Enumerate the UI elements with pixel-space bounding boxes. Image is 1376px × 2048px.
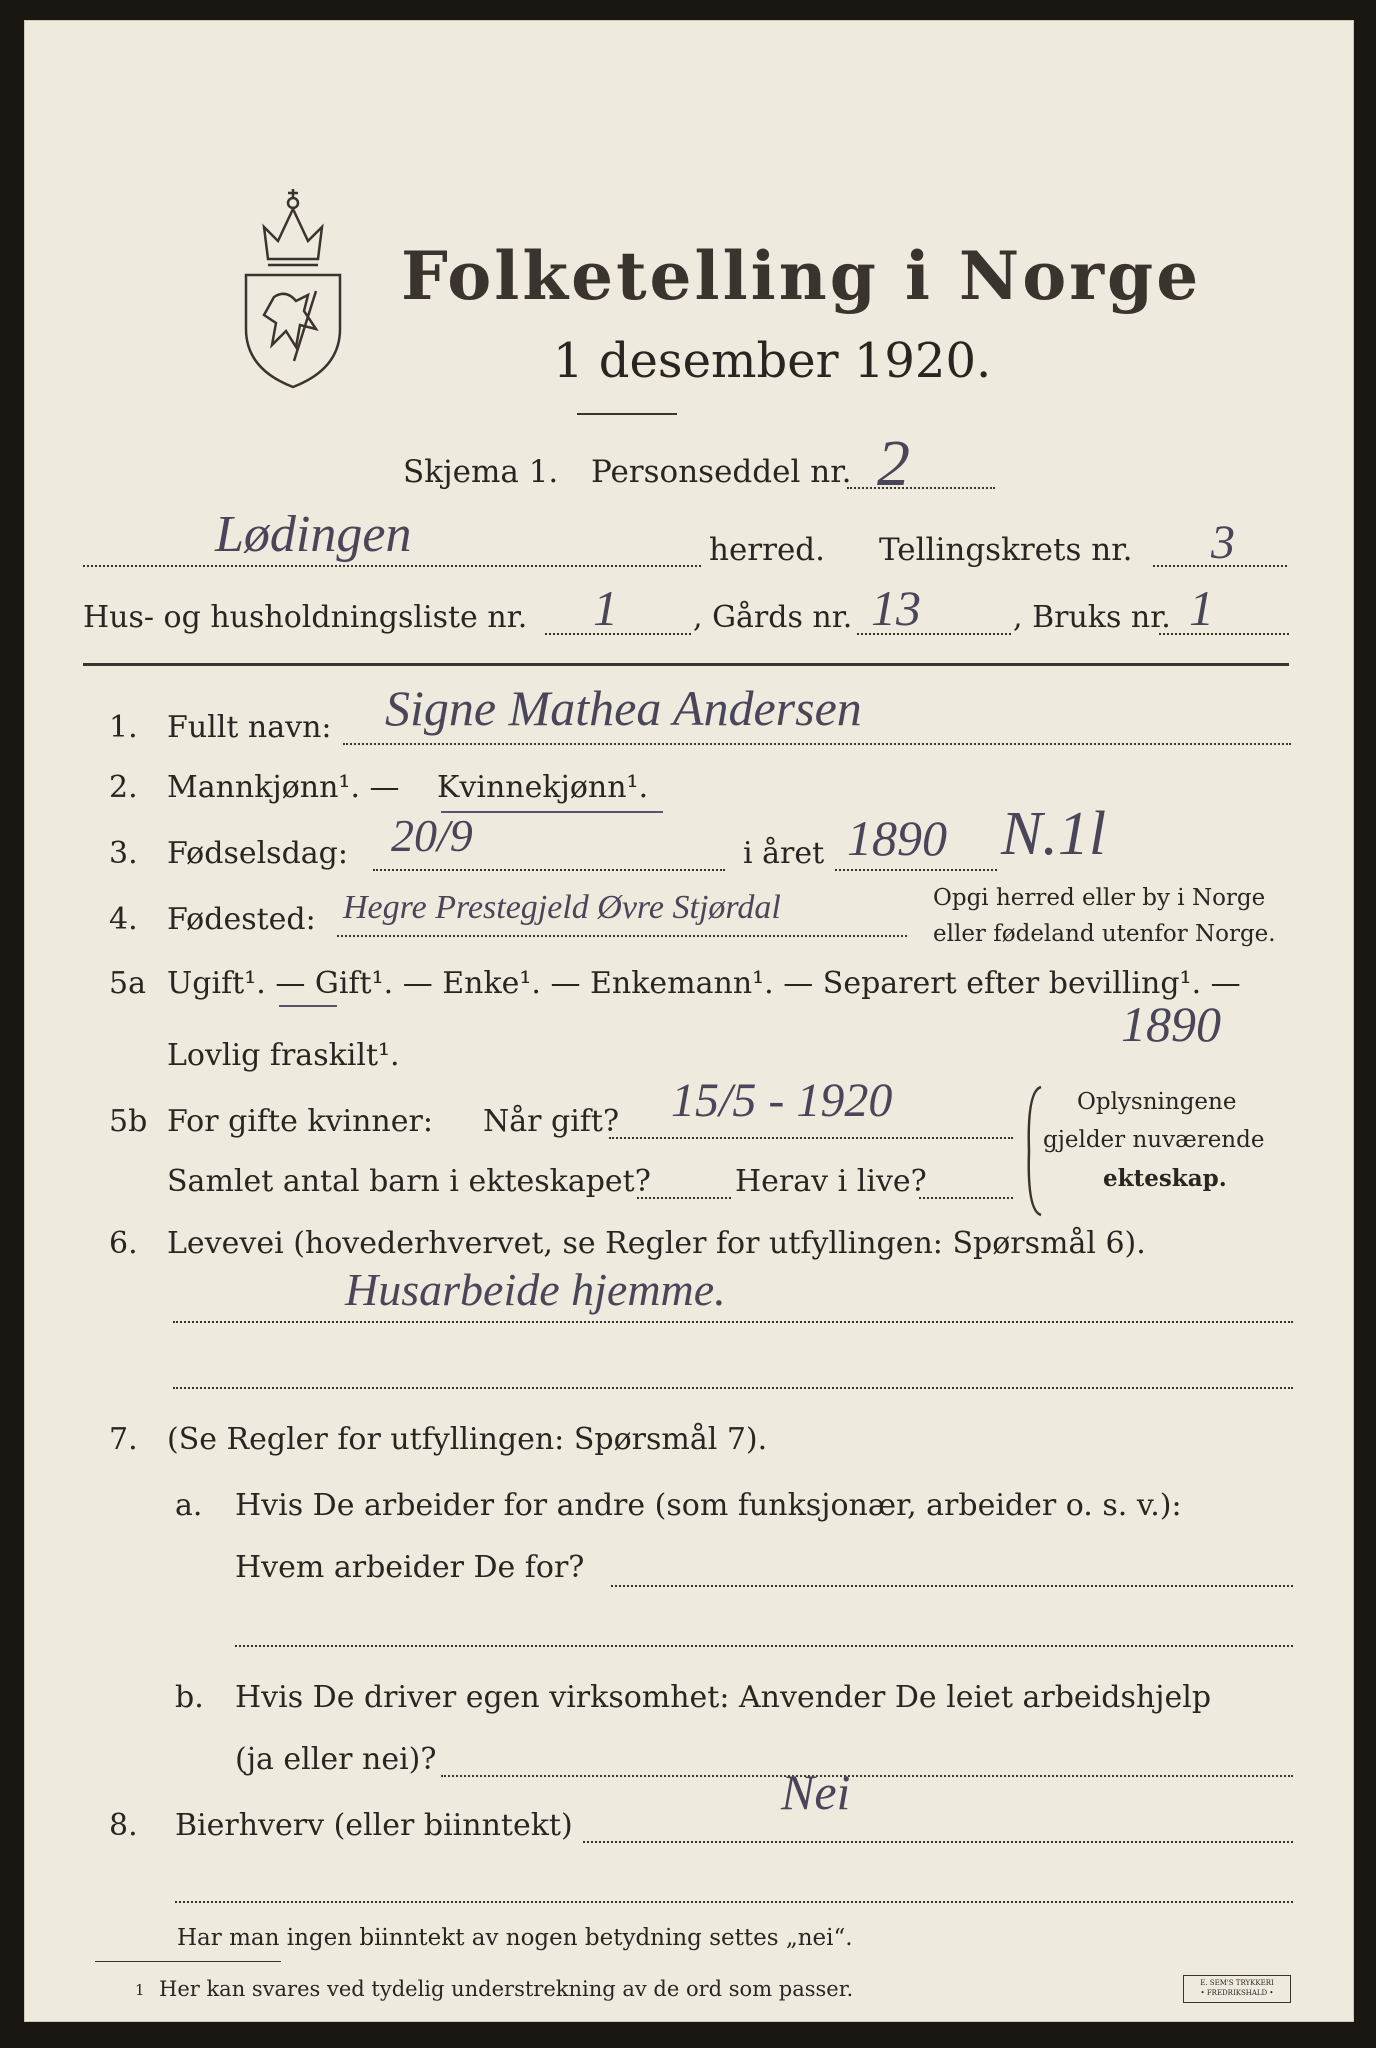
q7b-number: b. <box>175 1680 204 1715</box>
q4-line <box>337 935 907 937</box>
schema-label: Skjema 1. <box>403 454 559 490</box>
q6-label: Levevei (hovederhvervet, se Regler for utfyllingen: Spørsmål 6). <box>167 1226 1146 1261</box>
q4-number: 4. <box>109 902 138 937</box>
q5b-side-line3: ekteskap. <box>1103 1165 1227 1192</box>
q3-value[interactable]: 20/9 <box>391 810 473 861</box>
q4-value[interactable]: Hegre Prestegjeld Øvre Stjørdal <box>343 889 781 926</box>
q5b-live-label: Herav i live? <box>735 1164 927 1199</box>
gards-value[interactable]: 13 <box>871 580 921 636</box>
q3-year-value[interactable]: 1890 <box>847 810 947 866</box>
q5b-live-line <box>919 1197 1013 1199</box>
q5a-status-options[interactable]: Ugift¹. — Gift¹. — Enke¹. — Enkemann¹. — Separert efter bevilling¹. — <box>167 966 1241 1001</box>
q1-value[interactable]: Signe Mathea Andersen <box>385 680 862 736</box>
title-divider <box>577 413 677 415</box>
q5b-brace <box>1021 1083 1045 1219</box>
q1-label: Fullt navn: <box>167 710 332 745</box>
q6-line2 <box>173 1387 1293 1389</box>
footnote-divider <box>95 1961 281 1962</box>
q7a-line1: Hvis De arbeider for andre (som funksjonær, arbeider o. s. v.): <box>235 1488 1182 1523</box>
liste-line <box>545 633 691 635</box>
q8-number: 8. <box>109 1808 138 1843</box>
q3-extra-note[interactable]: N.1l <box>1001 800 1107 868</box>
q7b-line2: (ja eller nei)? <box>235 1742 437 1777</box>
q5b-side-line1: Oplysningene <box>1077 1089 1237 1115</box>
bruks-label: , Bruks nr. <box>1013 600 1171 635</box>
q3-year-label: i året <box>743 836 825 871</box>
q5b-gift-value[interactable]: 15/5 - 1920 <box>671 1074 893 1127</box>
q2-number: 2. <box>109 770 138 805</box>
q8-label: Bierhverv (eller biinntekt) <box>175 1808 573 1843</box>
herred-label: herred. <box>709 532 825 568</box>
bruks-line <box>1159 633 1289 635</box>
q6-line1 <box>173 1321 1293 1323</box>
q5a-gift-underline <box>279 1005 337 1007</box>
q5b-side-line2: gjelder nuværende <box>1043 1127 1265 1153</box>
q8-value[interactable]: Nei <box>781 1764 851 1820</box>
q4-label: Fødested: <box>167 902 316 937</box>
herred-line <box>83 565 701 567</box>
q3-line <box>373 869 725 871</box>
q7a-answer-line1 <box>611 1585 1293 1587</box>
liste-value[interactable]: 1 <box>593 580 618 636</box>
q1-line <box>343 743 1291 745</box>
personseddel-label: Personseddel nr. <box>591 454 852 490</box>
liste-label: Hus- og husholdningsliste nr. <box>83 600 528 635</box>
q7b-answer-line <box>441 1775 1293 1777</box>
q5b-number: 5b <box>109 1104 148 1139</box>
q3-number: 3. <box>109 836 138 871</box>
census-date: 1 desember 1920. <box>553 333 992 389</box>
q7-number: 7. <box>109 1422 138 1457</box>
q2-underline <box>441 811 663 813</box>
footnote-text: Her kan svares ved tydelig understrekning av de ord som passer. <box>159 1977 854 2001</box>
q1-number: 1. <box>109 710 138 745</box>
q8-note: Har man ingen biinntekt av nogen betydning settes „nei“. <box>177 1925 853 1951</box>
bruks-value[interactable]: 1 <box>1189 580 1214 636</box>
q7b-line1: Hvis De driver egen virksomhet: Anvender De leiet arbeidshjelp <box>235 1680 1212 1715</box>
tellingskrets-label: Tellingskrets nr. <box>879 532 1133 568</box>
gards-label: , Gårds nr. <box>693 600 853 635</box>
q8-line2 <box>175 1901 1293 1903</box>
q2-mannkjonn[interactable]: Mannkjønn¹. — <box>167 770 400 805</box>
printer-line1: E. SEM'S TRYKKERI <box>1200 1979 1274 1987</box>
printer-stamp <box>1183 1975 1291 2003</box>
q7a-number: a. <box>175 1488 203 1523</box>
q3-year-line <box>835 869 997 871</box>
tellingskrets-value[interactable]: 3 <box>1211 516 1235 569</box>
form-title: Folketelling i Norge <box>401 237 1202 315</box>
q7-label: (Se Regler for utfyllingen: Spørsmål 7). <box>167 1422 768 1457</box>
q5b-barn-label: Samlet antal barn i ekteskapet? <box>167 1164 651 1199</box>
q7a-line2: Hvem arbeider De for? <box>235 1550 585 1585</box>
q5a-fraskilt[interactable]: Lovlig fraskilt¹. <box>167 1038 400 1073</box>
personseddel-value[interactable]: 2 <box>877 427 910 500</box>
q5b-gift-line <box>609 1137 1013 1139</box>
q3-label: Fødselsdag: <box>167 836 348 871</box>
coat-of-arms-icon <box>234 179 352 391</box>
personseddel-line <box>847 487 995 489</box>
q6-number: 6. <box>109 1226 138 1261</box>
q5a-number: 5a <box>109 966 146 1001</box>
q7a-answer-line2 <box>235 1645 1293 1647</box>
census-form <box>24 20 1354 2022</box>
q5b-barn-line <box>637 1197 731 1199</box>
q2-kvinnekjonn[interactable]: Kvinnekjønn¹. <box>437 770 649 805</box>
q6-value[interactable]: Husarbeide hjemme. <box>345 1264 726 1315</box>
q5a-note[interactable]: 1890 <box>1121 996 1221 1052</box>
header-divider <box>83 663 1289 666</box>
q5b-gift-label: Når gift? <box>483 1104 620 1139</box>
footnote-mark: 1 <box>135 1981 145 1999</box>
q4-note-line2: eller fødeland utenfor Norge. <box>933 921 1276 947</box>
printer-line2: • FREDRIKSHALD • <box>1200 1989 1274 1997</box>
herred-value[interactable]: Lødingen <box>215 506 412 563</box>
q4-note-line1: Opgi herred eller by i Norge <box>933 885 1266 911</box>
q5b-label: For gifte kvinner: <box>167 1104 433 1139</box>
q8-line1 <box>583 1841 1293 1843</box>
